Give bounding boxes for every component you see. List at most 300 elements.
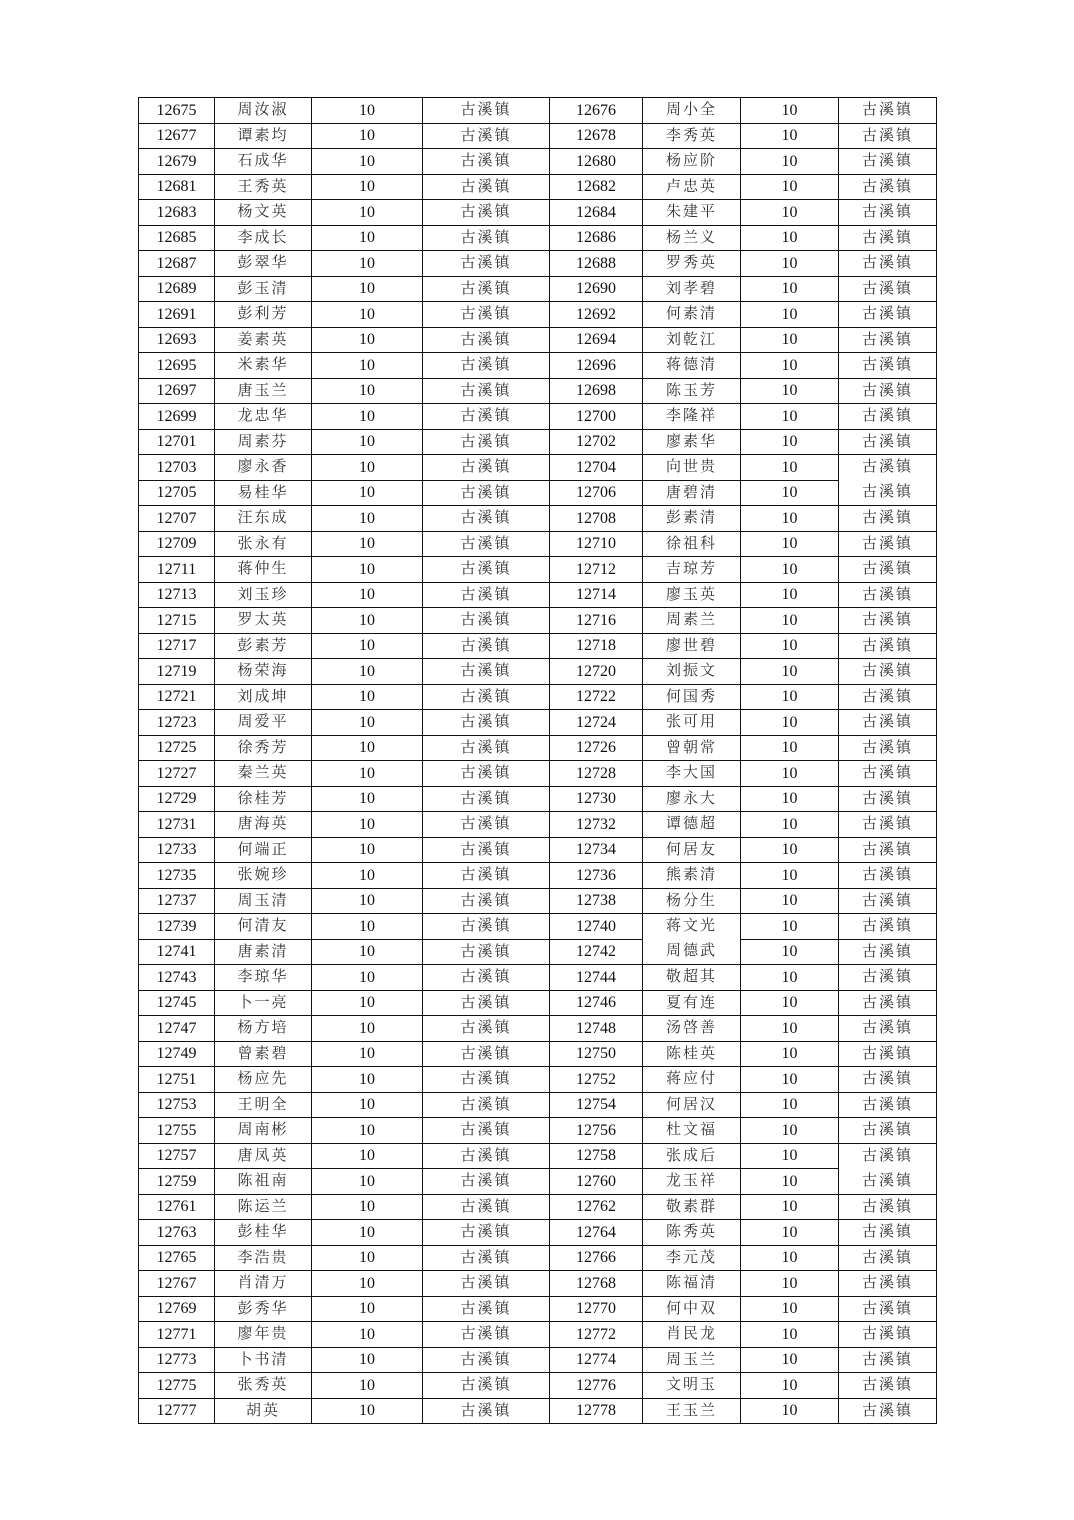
name-cell: 廖年贵 bbox=[215, 1322, 312, 1348]
amount-cell: 10 bbox=[312, 1016, 423, 1042]
amount-cell: 10 bbox=[741, 990, 839, 1016]
table-row bbox=[139, 710, 937, 736]
amount-cell: 10 bbox=[741, 1169, 839, 1195]
town-cell: 古溪镇 bbox=[839, 276, 937, 302]
name-cell: 何素清 bbox=[643, 302, 741, 328]
name-cell: 蒋应付 bbox=[643, 1067, 741, 1093]
serial-number-cell: 12777 bbox=[139, 1398, 215, 1424]
name-cell: 向世贵 bbox=[643, 455, 741, 481]
name-cell: 张婉珍 bbox=[215, 863, 312, 889]
town-cell: 古溪镇 bbox=[423, 123, 550, 149]
name-cell: 卜书清 bbox=[215, 1347, 312, 1373]
amount-cell: 10 bbox=[312, 276, 423, 302]
table-row bbox=[139, 684, 937, 710]
serial-number-cell: 12685 bbox=[139, 225, 215, 251]
serial-number-cell: 12778 bbox=[550, 1398, 643, 1424]
table-row bbox=[139, 939, 937, 965]
town-cell: 古溪镇 bbox=[423, 1067, 550, 1093]
name-cell: 卢忠英 bbox=[643, 174, 741, 200]
table-row bbox=[139, 557, 937, 583]
table-row bbox=[139, 1092, 937, 1118]
serial-number-cell: 12757 bbox=[139, 1143, 215, 1169]
amount-cell: 10 bbox=[312, 965, 423, 991]
town-cell: 古溪镇 bbox=[423, 327, 550, 353]
town-cell: 古溪镇 bbox=[423, 149, 550, 175]
name-cell: 刘成坤 bbox=[215, 684, 312, 710]
serial-number-cell: 12773 bbox=[139, 1347, 215, 1373]
town-cell: 古溪镇 bbox=[423, 633, 550, 659]
serial-number-cell: 12715 bbox=[139, 608, 215, 634]
serial-number-cell: 12686 bbox=[550, 225, 643, 251]
name-cell: 陈祖南 bbox=[215, 1169, 312, 1195]
table-row bbox=[139, 480, 937, 506]
serial-number-cell: 12733 bbox=[139, 837, 215, 863]
amount-cell: 10 bbox=[312, 1092, 423, 1118]
town-cell: 古溪镇 bbox=[423, 1194, 550, 1220]
town-cell: 古溪镇 bbox=[423, 480, 550, 506]
amount-cell: 10 bbox=[741, 863, 839, 889]
amount-cell: 10 bbox=[741, 582, 839, 608]
name-cell: 杨应先 bbox=[215, 1067, 312, 1093]
name-cell: 周汝淑 bbox=[215, 98, 312, 124]
serial-number-cell: 12713 bbox=[139, 582, 215, 608]
amount-cell: 10 bbox=[741, 149, 839, 175]
amount-cell: 10 bbox=[312, 1296, 423, 1322]
serial-number-cell: 12701 bbox=[139, 429, 215, 455]
town-cell: 古溪镇 bbox=[839, 557, 937, 583]
name-cell: 彭玉清 bbox=[215, 276, 312, 302]
serial-number-cell: 12766 bbox=[550, 1245, 643, 1271]
serial-number-cell: 12744 bbox=[550, 965, 643, 991]
town-cell: 古溪镇 bbox=[839, 1092, 937, 1118]
serial-number-cell: 12748 bbox=[550, 1016, 643, 1042]
town-cell: 古溪镇 bbox=[423, 429, 550, 455]
serial-number-cell: 12707 bbox=[139, 506, 215, 532]
name-cell: 李元茂 bbox=[643, 1245, 741, 1271]
name-cell: 何清友 bbox=[215, 914, 312, 940]
name-cell: 徐祖科 bbox=[643, 531, 741, 557]
town-cell: 古溪镇 bbox=[423, 251, 550, 277]
serial-number-cell: 12763 bbox=[139, 1220, 215, 1246]
name-cell: 罗秀英 bbox=[643, 251, 741, 277]
amount-cell: 10 bbox=[312, 990, 423, 1016]
amount-cell: 10 bbox=[741, 327, 839, 353]
amount-cell: 10 bbox=[312, 786, 423, 812]
table-row bbox=[139, 1118, 937, 1144]
amount-cell: 10 bbox=[741, 1041, 839, 1067]
table-row bbox=[139, 990, 937, 1016]
name-cell: 刘玉珍 bbox=[215, 582, 312, 608]
town-cell: 古溪镇 bbox=[423, 353, 550, 379]
town-cell: 古溪镇 bbox=[423, 455, 550, 481]
table-row bbox=[139, 378, 937, 404]
amount-cell: 10 bbox=[741, 1143, 839, 1169]
serial-number-cell: 12702 bbox=[550, 429, 643, 455]
table-row bbox=[139, 1296, 937, 1322]
amount-cell: 10 bbox=[312, 480, 423, 506]
town-cell: 古溪镇 bbox=[839, 225, 937, 251]
name-cell: 彭桂华 bbox=[215, 1220, 312, 1246]
town-cell: 古溪镇 bbox=[839, 1169, 937, 1195]
name-cell: 周南彬 bbox=[215, 1118, 312, 1144]
name-cell: 唐凤英 bbox=[215, 1143, 312, 1169]
amount-cell: 10 bbox=[741, 225, 839, 251]
amount-cell: 10 bbox=[312, 710, 423, 736]
amount-cell: 10 bbox=[312, 429, 423, 455]
town-cell: 古溪镇 bbox=[839, 1271, 937, 1297]
serial-number-cell: 12761 bbox=[139, 1194, 215, 1220]
town-cell: 古溪镇 bbox=[839, 786, 937, 812]
serial-number-cell: 12693 bbox=[139, 327, 215, 353]
town-cell: 古溪镇 bbox=[839, 939, 937, 965]
table-row bbox=[139, 1271, 937, 1297]
name-cell: 徐桂芳 bbox=[215, 786, 312, 812]
name-cell: 刘乾江 bbox=[643, 327, 741, 353]
amount-cell: 10 bbox=[741, 557, 839, 583]
amount-cell: 10 bbox=[741, 251, 839, 277]
table-row bbox=[139, 914, 937, 940]
name-cell: 李成长 bbox=[215, 225, 312, 251]
table-row bbox=[139, 98, 937, 124]
name-cell: 陈运兰 bbox=[215, 1194, 312, 1220]
town-cell: 古溪镇 bbox=[839, 1041, 937, 1067]
town-cell: 古溪镇 bbox=[423, 200, 550, 226]
amount-cell: 10 bbox=[312, 812, 423, 838]
serial-number-cell: 12772 bbox=[550, 1322, 643, 1348]
amount-cell: 10 bbox=[741, 812, 839, 838]
amount-cell: 10 bbox=[312, 225, 423, 251]
amount-cell: 10 bbox=[741, 965, 839, 991]
table-row bbox=[139, 1194, 937, 1220]
town-cell: 古溪镇 bbox=[423, 302, 550, 328]
serial-number-cell: 12747 bbox=[139, 1016, 215, 1042]
name-cell: 周德武 bbox=[643, 939, 741, 965]
serial-number-cell: 12774 bbox=[550, 1347, 643, 1373]
town-cell: 古溪镇 bbox=[423, 761, 550, 787]
serial-number-cell: 12740 bbox=[550, 914, 643, 940]
serial-number-cell: 12720 bbox=[550, 659, 643, 685]
name-cell: 廖永大 bbox=[643, 786, 741, 812]
amount-cell: 10 bbox=[741, 888, 839, 914]
amount-cell: 10 bbox=[312, 659, 423, 685]
serial-number-cell: 12730 bbox=[550, 786, 643, 812]
table-row bbox=[139, 1347, 937, 1373]
amount-cell: 10 bbox=[741, 302, 839, 328]
amount-cell: 10 bbox=[741, 506, 839, 532]
town-cell: 古溪镇 bbox=[423, 608, 550, 634]
table-row bbox=[139, 786, 937, 812]
town-cell: 古溪镇 bbox=[423, 837, 550, 863]
amount-cell: 10 bbox=[312, 1220, 423, 1246]
table-row bbox=[139, 1143, 937, 1169]
table-row bbox=[139, 200, 937, 226]
serial-number-cell: 12767 bbox=[139, 1271, 215, 1297]
serial-number-cell: 12765 bbox=[139, 1245, 215, 1271]
town-cell: 古溪镇 bbox=[423, 531, 550, 557]
name-cell: 廖玉英 bbox=[643, 582, 741, 608]
table-row bbox=[139, 1398, 937, 1424]
town-cell: 古溪镇 bbox=[423, 710, 550, 736]
table-row bbox=[139, 455, 937, 481]
name-cell: 蒋文光 bbox=[643, 914, 741, 940]
town-cell: 古溪镇 bbox=[839, 633, 937, 659]
amount-cell: 10 bbox=[741, 353, 839, 379]
amount-cell: 10 bbox=[741, 1194, 839, 1220]
amount-cell: 10 bbox=[741, 1118, 839, 1144]
serial-number-cell: 12710 bbox=[550, 531, 643, 557]
town-cell: 古溪镇 bbox=[839, 735, 937, 761]
town-cell: 古溪镇 bbox=[423, 990, 550, 1016]
name-cell: 王明全 bbox=[215, 1092, 312, 1118]
amount-cell: 10 bbox=[741, 786, 839, 812]
name-cell: 廖世碧 bbox=[643, 633, 741, 659]
serial-number-cell: 12691 bbox=[139, 302, 215, 328]
name-cell: 周小全 bbox=[643, 98, 741, 124]
amount-cell: 10 bbox=[312, 1041, 423, 1067]
table-row bbox=[139, 1322, 937, 1348]
serial-number-cell: 12714 bbox=[550, 582, 643, 608]
amount-cell: 10 bbox=[741, 684, 839, 710]
serial-number-cell: 12737 bbox=[139, 888, 215, 914]
serial-number-cell: 12749 bbox=[139, 1041, 215, 1067]
name-cell: 王玉兰 bbox=[643, 1398, 741, 1424]
town-cell: 古溪镇 bbox=[423, 914, 550, 940]
name-cell: 何居汉 bbox=[643, 1092, 741, 1118]
town-cell: 古溪镇 bbox=[423, 1041, 550, 1067]
town-cell: 古溪镇 bbox=[839, 1296, 937, 1322]
amount-cell: 10 bbox=[741, 1398, 839, 1424]
amount-cell: 10 bbox=[312, 455, 423, 481]
serial-number-cell: 12706 bbox=[550, 480, 643, 506]
town-cell: 古溪镇 bbox=[839, 251, 937, 277]
name-cell: 唐玉兰 bbox=[215, 378, 312, 404]
town-cell: 古溪镇 bbox=[839, 455, 937, 481]
table-row bbox=[139, 327, 937, 353]
amount-cell: 10 bbox=[741, 174, 839, 200]
town-cell: 古溪镇 bbox=[839, 1118, 937, 1144]
town-cell: 古溪镇 bbox=[839, 659, 937, 685]
table-row bbox=[139, 1016, 937, 1042]
table-row bbox=[139, 225, 937, 251]
town-cell: 古溪镇 bbox=[423, 888, 550, 914]
amount-cell: 10 bbox=[312, 200, 423, 226]
serial-number-cell: 12723 bbox=[139, 710, 215, 736]
serial-number-cell: 12675 bbox=[139, 98, 215, 124]
serial-number-cell: 12771 bbox=[139, 1322, 215, 1348]
town-cell: 古溪镇 bbox=[423, 1092, 550, 1118]
name-cell: 唐碧清 bbox=[643, 480, 741, 506]
amount-cell: 10 bbox=[741, 1245, 839, 1271]
serial-number-cell: 12709 bbox=[139, 531, 215, 557]
town-cell: 古溪镇 bbox=[839, 353, 937, 379]
town-cell: 古溪镇 bbox=[423, 582, 550, 608]
amount-cell: 10 bbox=[741, 98, 839, 124]
amount-cell: 10 bbox=[741, 1220, 839, 1246]
table-row bbox=[139, 404, 937, 430]
town-cell: 古溪镇 bbox=[839, 1347, 937, 1373]
serial-number-cell: 12742 bbox=[550, 939, 643, 965]
serial-number-cell: 12687 bbox=[139, 251, 215, 277]
serial-number-cell: 12682 bbox=[550, 174, 643, 200]
name-cell: 杨文英 bbox=[215, 200, 312, 226]
amount-cell: 10 bbox=[312, 735, 423, 761]
serial-number-cell: 12762 bbox=[550, 1194, 643, 1220]
serial-number-cell: 12776 bbox=[550, 1373, 643, 1399]
amount-cell: 10 bbox=[312, 1143, 423, 1169]
name-cell: 曾朝常 bbox=[643, 735, 741, 761]
town-cell: 古溪镇 bbox=[423, 786, 550, 812]
serial-number-cell: 12718 bbox=[550, 633, 643, 659]
town-cell: 古溪镇 bbox=[423, 1143, 550, 1169]
name-cell: 周玉兰 bbox=[643, 1347, 741, 1373]
table-row bbox=[139, 531, 937, 557]
amount-cell: 10 bbox=[741, 1373, 839, 1399]
name-cell: 刘振文 bbox=[643, 659, 741, 685]
table-row bbox=[139, 1245, 937, 1271]
amount-cell: 10 bbox=[741, 1271, 839, 1297]
town-cell: 古溪镇 bbox=[839, 200, 937, 226]
amount-cell: 10 bbox=[741, 914, 839, 940]
table-row bbox=[139, 761, 937, 787]
town-cell: 古溪镇 bbox=[839, 1398, 937, 1424]
serial-number-cell: 12741 bbox=[139, 939, 215, 965]
serial-number-cell: 12727 bbox=[139, 761, 215, 787]
subsidy-roster-table bbox=[138, 97, 937, 1424]
serial-number-cell: 12743 bbox=[139, 965, 215, 991]
town-cell: 古溪镇 bbox=[839, 582, 937, 608]
amount-cell: 10 bbox=[741, 1296, 839, 1322]
name-cell: 杨分生 bbox=[643, 888, 741, 914]
serial-number-cell: 12758 bbox=[550, 1143, 643, 1169]
serial-number-cell: 12680 bbox=[550, 149, 643, 175]
amount-cell: 10 bbox=[741, 200, 839, 226]
serial-number-cell: 12728 bbox=[550, 761, 643, 787]
table-row bbox=[139, 965, 937, 991]
name-cell: 夏有连 bbox=[643, 990, 741, 1016]
amount-cell: 10 bbox=[741, 735, 839, 761]
name-cell: 杜文福 bbox=[643, 1118, 741, 1144]
name-cell: 杨方培 bbox=[215, 1016, 312, 1042]
table-body bbox=[139, 98, 937, 1424]
amount-cell: 10 bbox=[312, 863, 423, 889]
name-cell: 张永有 bbox=[215, 531, 312, 557]
amount-cell: 10 bbox=[312, 1169, 423, 1195]
table-row bbox=[139, 1169, 937, 1195]
serial-number-cell: 12697 bbox=[139, 378, 215, 404]
amount-cell: 10 bbox=[741, 1322, 839, 1348]
amount-cell: 10 bbox=[312, 837, 423, 863]
serial-number-cell: 12754 bbox=[550, 1092, 643, 1118]
serial-number-cell: 12759 bbox=[139, 1169, 215, 1195]
amount-cell: 10 bbox=[312, 1373, 423, 1399]
town-cell: 古溪镇 bbox=[423, 1271, 550, 1297]
name-cell: 何居友 bbox=[643, 837, 741, 863]
serial-number-cell: 12735 bbox=[139, 863, 215, 889]
town-cell: 古溪镇 bbox=[839, 888, 937, 914]
town-cell: 古溪镇 bbox=[839, 837, 937, 863]
town-cell: 古溪镇 bbox=[423, 174, 550, 200]
amount-cell: 10 bbox=[312, 149, 423, 175]
name-cell: 肖民龙 bbox=[643, 1322, 741, 1348]
town-cell: 古溪镇 bbox=[839, 684, 937, 710]
amount-cell: 10 bbox=[312, 327, 423, 353]
town-cell: 古溪镇 bbox=[839, 174, 937, 200]
name-cell: 何国秀 bbox=[643, 684, 741, 710]
serial-number-cell: 12746 bbox=[550, 990, 643, 1016]
name-cell: 陈玉芳 bbox=[643, 378, 741, 404]
name-cell: 周爱平 bbox=[215, 710, 312, 736]
name-cell: 李隆祥 bbox=[643, 404, 741, 430]
name-cell: 谭素均 bbox=[215, 123, 312, 149]
serial-number-cell: 12729 bbox=[139, 786, 215, 812]
table-row bbox=[139, 302, 937, 328]
name-cell: 王秀英 bbox=[215, 174, 312, 200]
table-row bbox=[139, 812, 937, 838]
town-cell: 古溪镇 bbox=[423, 1347, 550, 1373]
amount-cell: 10 bbox=[312, 557, 423, 583]
amount-cell: 10 bbox=[741, 123, 839, 149]
name-cell: 周素兰 bbox=[643, 608, 741, 634]
table-row bbox=[139, 353, 937, 379]
amount-cell: 10 bbox=[312, 531, 423, 557]
name-cell: 廖永香 bbox=[215, 455, 312, 481]
name-cell: 彭素芳 bbox=[215, 633, 312, 659]
town-cell: 古溪镇 bbox=[839, 1016, 937, 1042]
table-row bbox=[139, 506, 937, 532]
name-cell: 陈秀英 bbox=[643, 1220, 741, 1246]
serial-number-cell: 12690 bbox=[550, 276, 643, 302]
town-cell: 古溪镇 bbox=[839, 761, 937, 787]
serial-number-cell: 12764 bbox=[550, 1220, 643, 1246]
name-cell: 周素芬 bbox=[215, 429, 312, 455]
serial-number-cell: 12712 bbox=[550, 557, 643, 583]
name-cell: 杨兰义 bbox=[643, 225, 741, 251]
amount-cell: 10 bbox=[312, 1194, 423, 1220]
name-cell: 敬素群 bbox=[643, 1194, 741, 1220]
amount-cell: 10 bbox=[741, 633, 839, 659]
name-cell: 敬超其 bbox=[643, 965, 741, 991]
name-cell: 李秀英 bbox=[643, 123, 741, 149]
town-cell: 古溪镇 bbox=[839, 429, 937, 455]
town-cell: 古溪镇 bbox=[839, 123, 937, 149]
serial-number-cell: 12751 bbox=[139, 1067, 215, 1093]
table-row bbox=[139, 174, 937, 200]
serial-number-cell: 12711 bbox=[139, 557, 215, 583]
serial-number-cell: 12696 bbox=[550, 353, 643, 379]
serial-number-cell: 12753 bbox=[139, 1092, 215, 1118]
name-cell: 张可用 bbox=[643, 710, 741, 736]
name-cell: 廖素华 bbox=[643, 429, 741, 455]
serial-number-cell: 12755 bbox=[139, 1118, 215, 1144]
town-cell: 古溪镇 bbox=[423, 506, 550, 532]
serial-number-cell: 12760 bbox=[550, 1169, 643, 1195]
name-cell: 吉琼芳 bbox=[643, 557, 741, 583]
serial-number-cell: 12708 bbox=[550, 506, 643, 532]
town-cell: 古溪镇 bbox=[839, 914, 937, 940]
town-cell: 古溪镇 bbox=[423, 939, 550, 965]
table-row bbox=[139, 659, 937, 685]
amount-cell: 10 bbox=[312, 404, 423, 430]
name-cell: 何端正 bbox=[215, 837, 312, 863]
name-cell: 周玉清 bbox=[215, 888, 312, 914]
town-cell: 古溪镇 bbox=[423, 225, 550, 251]
town-cell: 古溪镇 bbox=[839, 404, 937, 430]
amount-cell: 10 bbox=[312, 123, 423, 149]
table-row bbox=[139, 149, 937, 175]
table-row bbox=[139, 888, 937, 914]
amount-cell: 10 bbox=[741, 761, 839, 787]
amount-cell: 10 bbox=[312, 939, 423, 965]
